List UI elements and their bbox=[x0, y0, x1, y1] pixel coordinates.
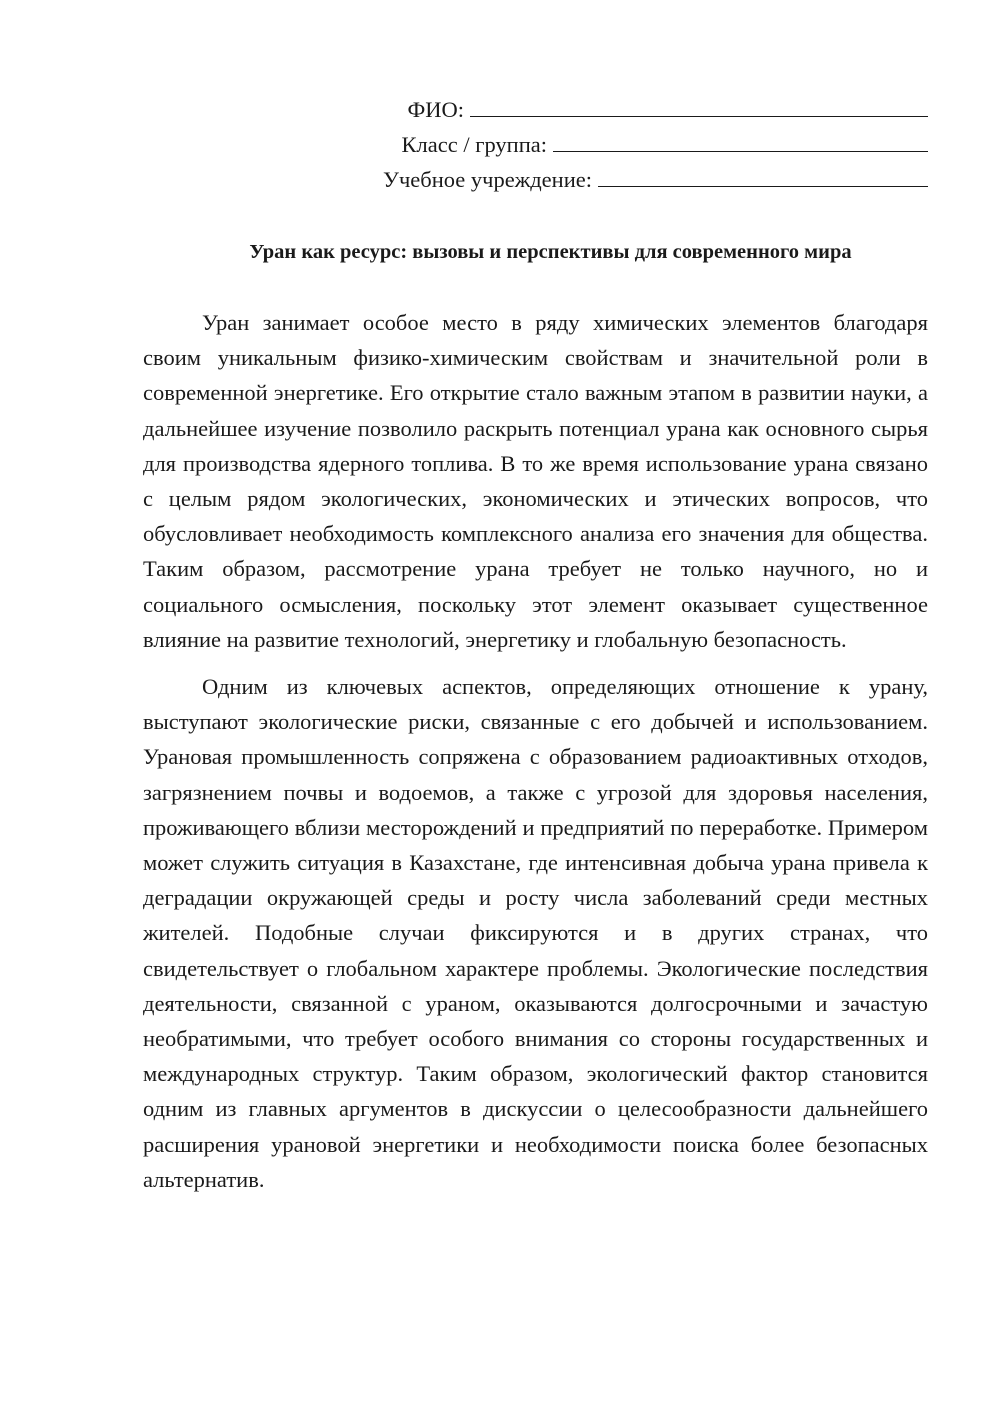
document-title: Уран как ресурс: вызовы и перспективы для современного мира bbox=[249, 241, 852, 263]
class-row bbox=[143, 127, 928, 162]
school-blank-line bbox=[598, 164, 928, 187]
school-label: Учебное учреждение: bbox=[383, 167, 592, 192]
fio-row bbox=[143, 92, 928, 127]
fio-label: ФИО: bbox=[407, 97, 464, 122]
paragraph-2: Одним из ключевых аспектов, определяющих отношение к урану, выступают экологические риски, связанные с его добычей и использованием. Урановая промышленность сопряжена с образованием радиоактивных отходов, загрязнением почвы и водоемов, а также с угрозой для здоровья населения, проживающего вблизи месторождений и предприятий по переработке. Примером может служить ситуация в Казахстане, где интенсивная добыча урана привела к деградации окружающей среды и росту числа заболеваний среди местных жителей. Подобные случаи фиксируются и в других странах, что свидетельствует о глобальном характере проблемы. Экологические последствия деятельности, связанной с ураном, оказываются долгосрочными и зачастую необратимыми, что требует особого внимания со стороны государственных и международных структур. Таким образом, экологический фактор становится одним из главных аргументов в дискуссии о целесообразности дальнейшего расширения урановой энергетики и необходимости поиска более безопасных альтернатив. bbox=[143, 674, 928, 1192]
document-body bbox=[143, 92, 928, 1197]
school-row bbox=[143, 162, 928, 197]
fio-blank-line bbox=[470, 94, 928, 117]
class-label: Класс / группа: bbox=[401, 132, 547, 157]
student-info-header bbox=[143, 92, 928, 197]
class-blank-line bbox=[553, 129, 928, 152]
paragraph-1: Уран занимает особое место в ряду химических элементов благодаря своим уникальным физико-химическим свойствам и значительной роли в современной энергетике. Его открытие стало важным этапом в развитии науки, а дальнейшее изучение позволило раскрыть потенциал урана как основного сырья для производства ядерного топлива. В то же время использование урана связано с целым рядом экологических, экономических и этических вопросов, что обусловливает необходимость комплексного анализа его значения для общества. Таким образом, рассмотрение урана требует не только научного, но и социального осмысления, поскольку этот элемент оказывает существенное влияние на развитие технологий, энергетику и глобальную безопасность. bbox=[143, 310, 928, 652]
